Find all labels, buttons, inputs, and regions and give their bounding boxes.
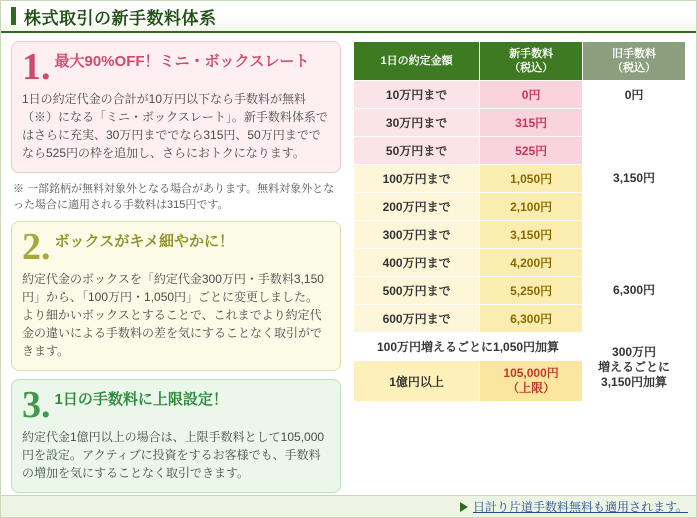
cell-amount: 200万円まで xyxy=(354,193,480,221)
old-fee-group-3-line1: 300万円 xyxy=(612,344,657,359)
panel-2-body: 約定代金のボックスを「約定代金300万円・手数料3,150円」から、「100万円・1,050円」ごとに変更しました。より細かいボックスとすることで、これまでより約定代金の違いによる手数料の差を気にすることなく取引ができます。 xyxy=(22,272,324,358)
panel-3-head xyxy=(22,384,330,426)
content-area xyxy=(1,33,696,501)
panel-2-number: 2. xyxy=(22,226,51,268)
cell-amount: 400万円まで xyxy=(354,249,480,277)
page-header xyxy=(1,1,696,33)
cell-new-fee: 5,250円 xyxy=(480,277,583,305)
cell-old-fee-group-1: 3,150円 xyxy=(583,109,686,249)
cell-amount: 100万円まで xyxy=(354,165,480,193)
left-column xyxy=(11,41,341,501)
cell-new-fee: 2,100円 xyxy=(480,193,583,221)
column-header-old-fee-line1: 旧手数料 xyxy=(612,48,657,60)
cell-new-fee: 4,200円 xyxy=(480,249,583,277)
old-fee-group-3-line3: 3,150円加算 xyxy=(601,374,668,389)
triangle-right-icon xyxy=(460,502,468,512)
cell-amount: 500万円まで xyxy=(354,277,480,305)
panel-2 xyxy=(11,221,341,371)
cell-new-fee: 525円 xyxy=(480,137,583,165)
cell-amount: 10万円まで xyxy=(354,81,480,109)
column-header-amount: 1日の約定金額 xyxy=(354,42,480,81)
table-row xyxy=(354,81,686,109)
table-header-row xyxy=(354,42,686,81)
cell-amount: 600万円まで xyxy=(354,305,480,333)
right-column xyxy=(341,41,686,501)
footer-link-label: 日計り片道手数料無料も適用されます。 xyxy=(472,500,688,514)
column-header-old-fee xyxy=(583,42,686,81)
column-header-new-fee xyxy=(480,42,583,81)
fee-table xyxy=(353,41,686,402)
cell-new-fee: 3,150円 xyxy=(480,221,583,249)
cell-new-fee: 1,050円 xyxy=(480,165,583,193)
cell-limit-amount: 1億円以上 xyxy=(354,361,480,402)
panel-3-body: 約定代金1億円以上の場合は、上限手数料として105,000円を設定。アクティブに投資をするお客様でも、手数料の増加を気にすることなく取引できます。 xyxy=(22,430,325,480)
cell-new-fee: 6,300円 xyxy=(480,305,583,333)
column-header-new-fee-line1: 新手数料 xyxy=(509,48,554,60)
cell-amount: 30万円まで xyxy=(354,109,480,137)
page-footer xyxy=(1,495,696,517)
cell-add-note: 100万円増えるごとに1,050円加算 xyxy=(354,333,583,361)
panel-1-body: 1日の約定代金の合計が10万円以下なら手数料が無料（※）になる「ミニ・ボックスレート」。新手数料体系ではさらに充実、30万円まででなら315円、50万円まででなら525円の枠を追加し、さらにおトクになります。 xyxy=(22,92,328,160)
panel-1-heading: 最大90%OFF！ミニ・ボックスレート xyxy=(54,53,310,70)
panel-3-number: 3. xyxy=(22,384,51,426)
panel-2-head xyxy=(22,226,330,268)
panel-1-number: 1. xyxy=(22,46,51,88)
cell-new-fee: 315円 xyxy=(480,109,583,137)
cell-old-fee-group-3 xyxy=(583,333,686,402)
old-fee-group-3-line2: 増えるごとに xyxy=(598,359,671,374)
panel-1-note: ※ 一部銘柄が無料対象外となる場合があります。無料対象外となった場合に適用される手数料は315円です。 xyxy=(13,183,335,211)
cell-amount: 300万円まで xyxy=(354,221,480,249)
cell-new-fee: 0円 xyxy=(480,81,583,109)
cell-old-fee: 0円 xyxy=(583,81,686,109)
panel-2-heading: ボックスがキメ細やかに！ xyxy=(54,233,235,250)
daytrade-free-link[interactable] xyxy=(460,498,688,515)
panel-3 xyxy=(11,379,341,493)
table-row xyxy=(354,109,686,137)
header-accent-bar xyxy=(11,7,16,25)
page-title: 株式取引の新手数料体系 xyxy=(24,8,217,28)
limit-fee-line2: （上限） xyxy=(507,381,556,395)
panel-3-heading: 1日の手数料に上限設定！ xyxy=(54,391,228,408)
cell-amount: 50万円まで xyxy=(354,137,480,165)
limit-fee-line1: 105,000円 xyxy=(503,366,559,380)
cell-old-fee-group-2: 6,300円 xyxy=(583,249,686,333)
cell-limit-fee xyxy=(480,361,583,402)
table-row-add-note xyxy=(354,333,686,361)
table-row xyxy=(354,249,686,277)
column-header-new-fee-line2: （税込） xyxy=(509,62,554,74)
column-header-old-fee-line2: （税込） xyxy=(612,62,657,74)
panel-1-head xyxy=(22,46,330,88)
panel-1 xyxy=(11,41,341,173)
